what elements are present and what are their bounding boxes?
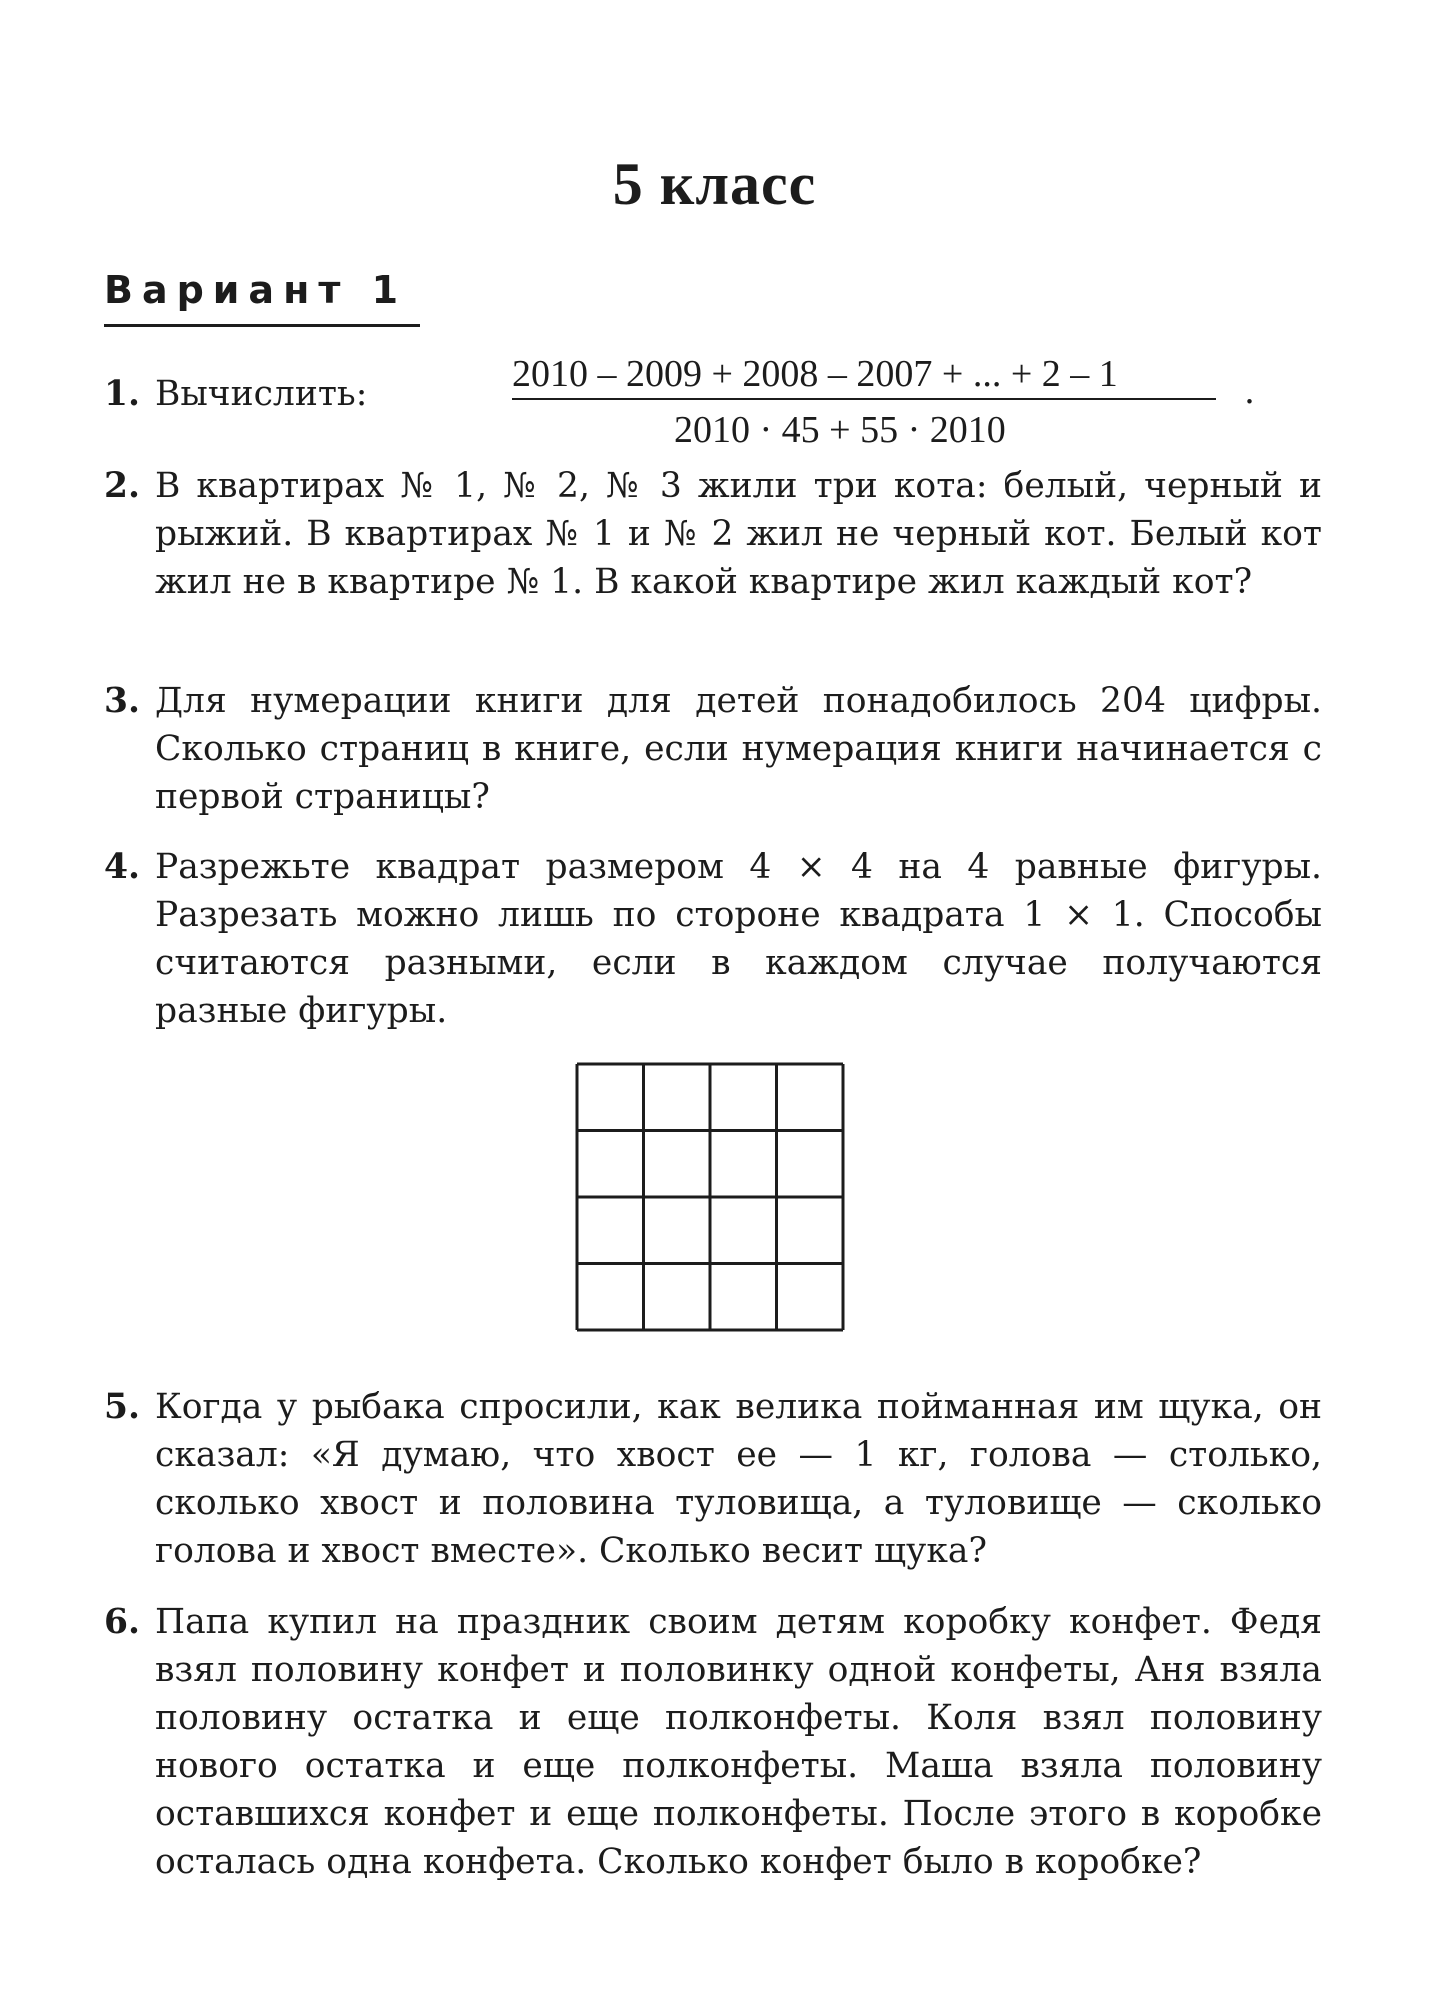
problem-number: 2.	[104, 466, 141, 506]
problem-text: Папа купил на праздник своим детям коробку конфет. Федя взял половину конфет и половинку одной конфеты, Аня взяла половину остатка и еще полконфеты. Коля взял половину нового остатка и еще полконфеты. Маша взяла половину оставшихся конфет и еще полконфеты. После этого в коробке осталась одна конфета. Сколько конфет было в коробке?	[155, 1602, 1322, 1882]
problem-5	[104, 1383, 1322, 1575]
problem-number: 5.	[104, 1387, 141, 1427]
problem-6	[104, 1598, 1322, 1886]
fraction-period: .	[1244, 372, 1255, 412]
problem-1	[104, 350, 1322, 470]
problem-number: 4.	[104, 847, 141, 887]
problem-number: 3.	[104, 681, 141, 721]
fraction-bar	[512, 398, 1216, 400]
variant-underline	[104, 324, 420, 327]
problem-lead: Вычислить:	[155, 374, 368, 414]
variant-heading: Вариант 1	[104, 268, 408, 312]
problem-text: В квартирах № 1, № 2, № 3 жили три кота: белый, черный и рыжий. В квартирах № 1 и № 2 жил не черный кот. Белый кот жил не в квартире № 1. В какой квартире жил каждый кот?	[155, 466, 1322, 602]
problem-number: 6.	[104, 1602, 141, 1642]
square-grid-figure	[575, 1062, 845, 1332]
fraction-denominator: 2010 · 45 + 55 · 2010	[674, 409, 1006, 451]
problem-text: Когда у рыбака спросили, как велика пойманная им щука, он сказал: «Я думаю, что хвост ее — 1 кг, голова — столько, сколько хвост и половина туловища, а туловище — сколько голова и хвост вместе». Сколько весит щука?	[155, 1387, 1322, 1571]
fraction-numerator: 2010 – 2009 + 2008 – 2007 + ... + 2 – 1	[512, 353, 1118, 395]
problem-text: Разрежьте квадрат размером 4 × 4 на 4 равные фигуры. Разрезать можно лишь по стороне квадрата 1 × 1. Способы считаются разными, если в каждом случае получаются разные фигуры.	[155, 847, 1322, 1031]
page-title: 5 класс	[612, 151, 817, 217]
problem-4	[104, 843, 1322, 1035]
problem-number: 1.	[104, 374, 141, 414]
problem-2	[104, 462, 1322, 606]
problem-text: Для нумерации книги для детей понадобилось 204 цифры. Сколько страниц в книге, если нумерация книги начинается с первой страницы?	[155, 681, 1322, 817]
problem-3	[104, 677, 1322, 821]
